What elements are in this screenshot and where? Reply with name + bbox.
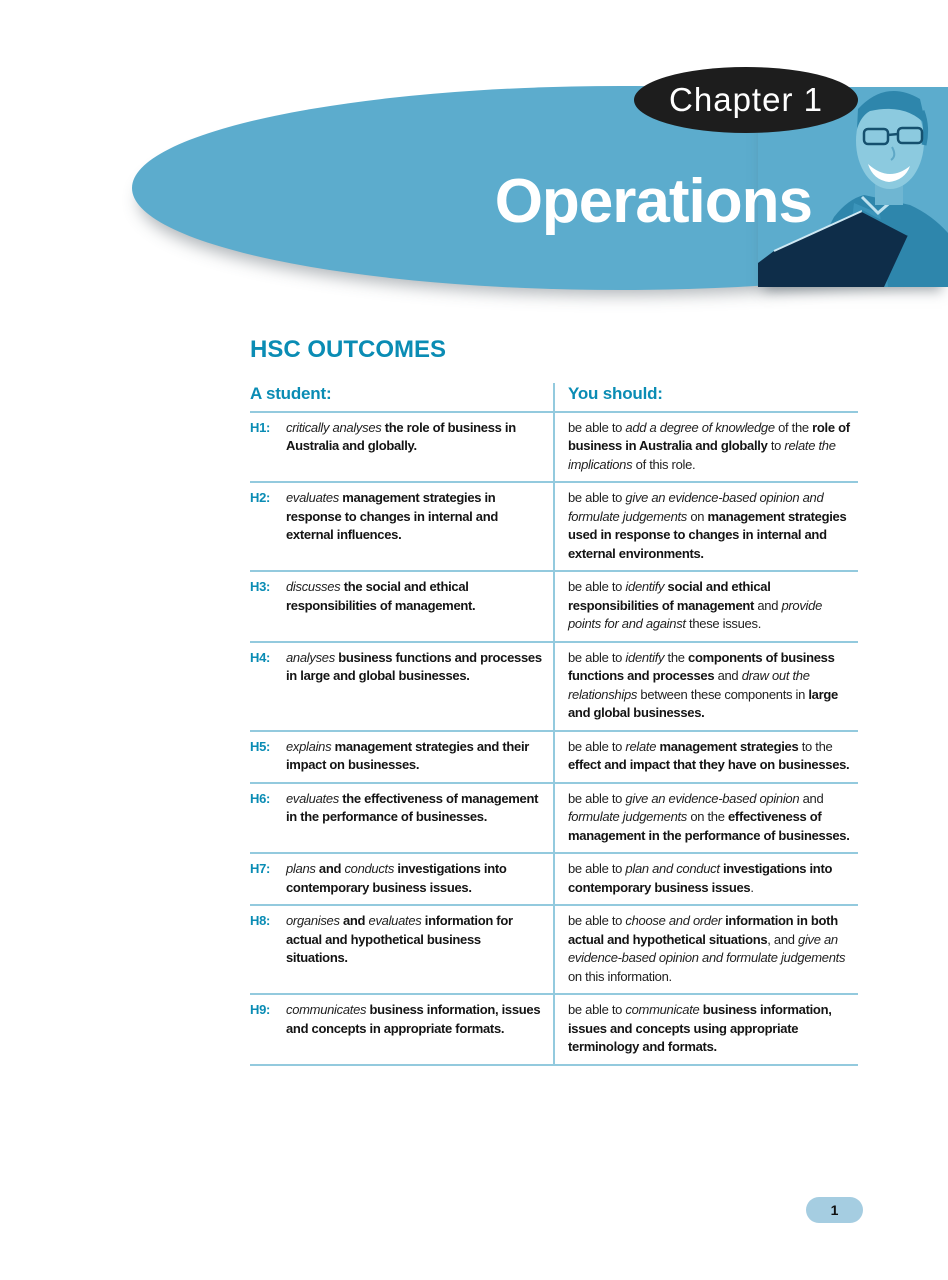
text-segment: to the <box>798 738 833 754</box>
chapter-title: Operations <box>494 167 812 236</box>
text-segment: plans <box>286 861 316 876</box>
student-cell <box>250 572 553 641</box>
outcome-label: H1: <box>250 419 271 435</box>
text-segment: on this information. <box>568 968 672 984</box>
text-segment: on the <box>687 809 728 824</box>
outcome-row <box>250 784 858 855</box>
outcome-label: H7: <box>250 861 271 876</box>
text-segment: explains <box>286 738 332 754</box>
student-text <box>286 649 543 723</box>
text-segment: identify <box>625 579 665 594</box>
text-segment: investigations into contemporary business issues. <box>286 861 507 895</box>
text-segment: effectiveness of management in the performance of businesses. <box>568 809 850 843</box>
student-cell <box>250 854 553 904</box>
text-segment: business information, issues and concepts using appropriate terminology and formats. <box>568 1002 832 1054</box>
text-segment: large and global businesses. <box>568 686 838 720</box>
outcome-row <box>250 854 858 906</box>
should-cell <box>553 643 858 730</box>
student-text <box>286 1001 543 1057</box>
should-column-header: You should: <box>553 383 858 411</box>
text-segment: relate <box>625 738 657 754</box>
text-segment: management strategies <box>659 738 799 754</box>
text-segment: social and ethical responsibilities of management <box>568 579 771 613</box>
text-segment: be able to <box>568 649 626 665</box>
text-segment: communicate <box>625 1002 700 1017</box>
outcome-row <box>250 572 858 643</box>
text-segment: and <box>799 790 824 806</box>
text-segment: business functions and processes in large and global businesses. <box>286 649 542 683</box>
student-text <box>286 738 543 775</box>
text-segment: between these components in <box>637 686 809 702</box>
text-segment: be able to <box>568 790 626 806</box>
text-segment: the role of business in Australia and globally. <box>286 419 516 453</box>
text-segment: effect and impact that they have on businesses. <box>568 757 850 772</box>
text-segment: organises <box>286 913 340 928</box>
text-segment: discusses <box>286 579 341 594</box>
outcome-row <box>250 483 858 572</box>
student-column-header: A student: <box>250 384 332 403</box>
text-segment: these issues. <box>685 616 762 631</box>
should-cell <box>553 906 858 993</box>
text-segment: communicates <box>286 1002 367 1017</box>
text-segment: management strategies and their impact on businesses. <box>286 738 530 772</box>
text-segment: and <box>754 597 782 613</box>
should-cell <box>553 572 858 641</box>
text-segment: add a degree of knowledge <box>625 419 775 435</box>
student-text <box>286 790 543 846</box>
student-text <box>286 489 543 563</box>
student-cell <box>250 413 553 482</box>
text-segment: investigations into contemporary business issues <box>568 861 833 895</box>
text-segment: be able to <box>568 913 626 928</box>
text-segment: be able to <box>568 579 626 594</box>
text-segment: be able to <box>568 1002 626 1017</box>
student-cell <box>250 732 553 782</box>
text-segment: the <box>664 649 689 665</box>
text-segment: the effectiveness of management in the performance of businesses. <box>286 790 539 824</box>
outcome-row <box>250 906 858 995</box>
text-segment: information for actual and hypothetical business situations. <box>286 913 513 965</box>
text-segment: relate the implications <box>568 438 836 472</box>
text-segment: management strategies in response to changes in internal and external influences. <box>286 490 498 542</box>
text-segment: to <box>767 438 785 453</box>
should-cell <box>553 413 858 482</box>
outcome-label: H4: <box>250 649 271 665</box>
should-cell <box>553 784 858 853</box>
outcome-row <box>250 643 858 732</box>
text-segment: critically analyses <box>286 419 382 435</box>
student-cell <box>250 784 553 853</box>
outcome-label: H6: <box>250 790 271 806</box>
glasses-bridge <box>888 134 898 135</box>
text-segment: be able to <box>568 861 626 876</box>
text-segment: evaluates <box>286 490 339 505</box>
page-number-pill <box>806 1197 863 1223</box>
student-cell <box>250 483 553 570</box>
should-cell <box>553 995 858 1064</box>
outcome-row <box>250 413 858 484</box>
text-segment: give an evidence-based opinion <box>625 790 800 806</box>
text-segment: . <box>750 879 754 895</box>
student-cell <box>250 643 553 730</box>
chapter-label: Chapter 1 <box>669 81 823 118</box>
chapter-badge <box>634 67 858 133</box>
outcome-label: H3: <box>250 579 271 594</box>
outcomes-body <box>250 413 858 1066</box>
student-text <box>286 912 543 986</box>
outcomes-table <box>250 383 858 1066</box>
should-cell <box>553 483 858 570</box>
text-segment: choose and order <box>625 913 722 928</box>
text-segment: evaluates <box>286 790 339 806</box>
text-segment: , and <box>767 931 799 947</box>
text-segment: give an evidence-based opinion and formulate judgements <box>568 931 846 965</box>
text-segment: role of business in Australia and globally <box>568 419 850 453</box>
outcome-label: H9: <box>250 1002 271 1017</box>
student-text <box>286 578 543 634</box>
text-segment: be able to <box>568 419 626 435</box>
page-number: 1 <box>830 1202 839 1218</box>
should-cell <box>553 732 858 782</box>
text-segment: give an evidence-based opinion and formulate judgements <box>568 490 824 524</box>
text-segment: provide points for and against <box>568 597 823 631</box>
text-segment: and <box>339 913 369 928</box>
student-cell <box>250 906 553 993</box>
text-segment: conducts <box>344 861 395 876</box>
outcome-label: H5: <box>250 738 271 754</box>
text-segment: information in both actual and hypothetical situations <box>568 913 838 947</box>
text-segment: the social and ethical responsibilities of management. <box>286 579 476 613</box>
text-segment: plan and conduct <box>625 861 720 876</box>
text-segment: formulate judgements <box>568 809 688 824</box>
outcome-row <box>250 732 858 784</box>
text-segment: be able to <box>568 490 626 505</box>
text-segment: components of business functions and processes <box>568 649 835 683</box>
text-segment: management strategies used in response to changes in internal and external environments. <box>568 508 847 561</box>
outcomes-heading: HSC OUTCOMES <box>250 336 447 363</box>
text-segment: and <box>315 861 345 876</box>
outcome-label: H2: <box>250 490 271 505</box>
outcomes-header-row <box>250 383 858 413</box>
student-cell <box>250 995 553 1064</box>
text-segment: be able to <box>568 738 626 754</box>
text-segment: evaluates <box>368 913 422 928</box>
outcome-row <box>250 995 858 1066</box>
text-segment: business information, issues and concepts in appropriate formats. <box>286 1002 541 1036</box>
text-segment: draw out the relationships <box>568 668 810 702</box>
text-segment: analyses <box>286 649 335 665</box>
outcome-label: H8: <box>250 913 271 928</box>
text-segment: and <box>714 668 742 683</box>
text-segment: identify <box>625 649 665 665</box>
text-segment: of this role. <box>632 456 696 472</box>
student-text <box>286 860 543 897</box>
text-segment: of the <box>774 419 813 435</box>
should-cell <box>553 854 858 904</box>
student-text <box>286 419 543 475</box>
text-segment: on <box>687 508 708 524</box>
